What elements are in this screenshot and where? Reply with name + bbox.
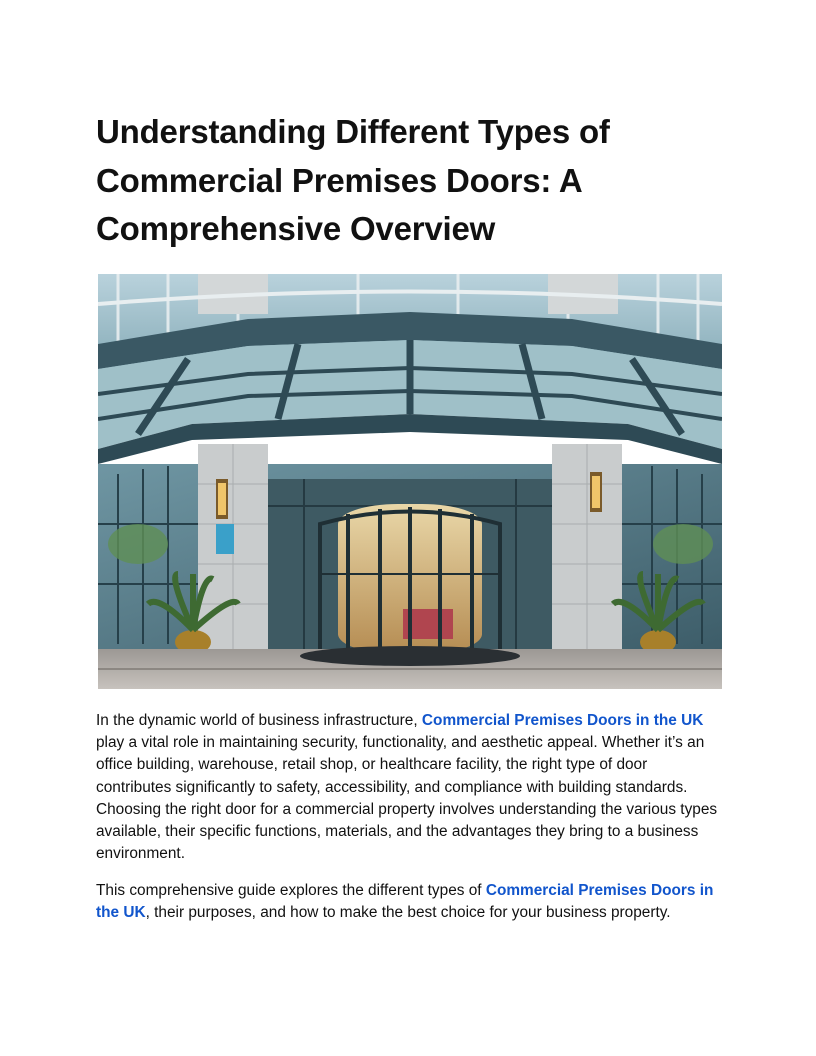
intro-paragraph: In the dynamic world of business infrastructure, Commercial Premises Doors in the UK play a vital role in maintaining security, functionality, and aesthetic appeal. Whether it’s an office building, warehouse, retail shop, or healthcare facility, the right type of door contributes significantly to safety, accessibility, and compliance with building standards. Choosing the right door for a commercial property involves understanding the various types available, their specific functions, materials, and the advantages they bring to a business environment. xyxy=(96,712,718,863)
hero-image xyxy=(98,274,722,689)
building-entrance-illustration xyxy=(98,274,722,689)
commercial-doors-link[interactable]: Commercial Premises Doors in the UK xyxy=(421,712,704,729)
guide-paragraph: This comprehensive guide explores the different types of Commercial Premises Doors in the UK, their purposes, and how to make the best choice for your business property. xyxy=(96,882,714,922)
commercial-doors-link-2[interactable]: Commercial Premises Doors in the UK xyxy=(96,882,714,922)
page-title: Understanding Different Types of Commercial Premises Doors: A Comprehensive Overview xyxy=(96,113,610,247)
